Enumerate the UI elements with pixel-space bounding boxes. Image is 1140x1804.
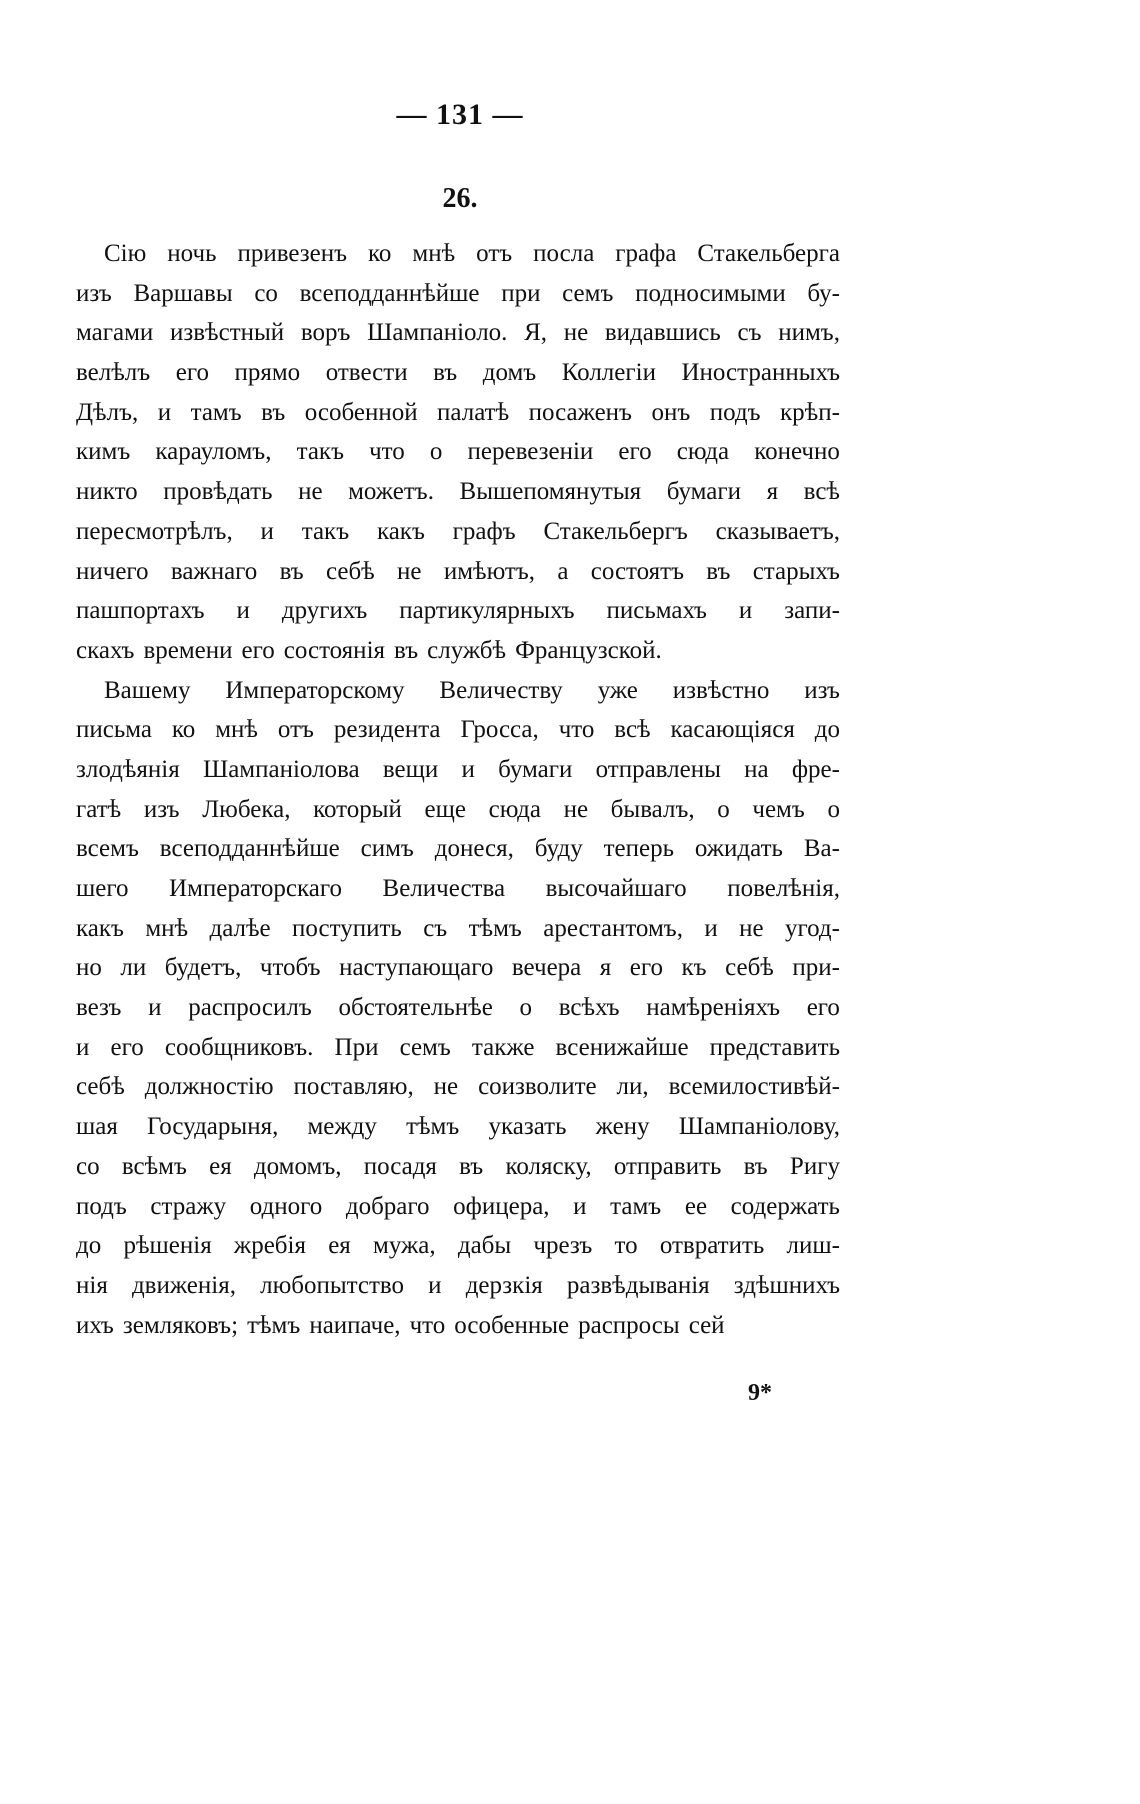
text-line	[76, 393, 840, 433]
text-line	[76, 988, 840, 1028]
word: шая	[76, 1113, 118, 1141]
word: всемилостивѣй-	[668, 1073, 840, 1101]
word: фре-	[791, 755, 840, 783]
word: и	[461, 755, 475, 783]
word: въ	[279, 557, 304, 585]
word: всемъ	[76, 835, 139, 863]
word: тамъ	[610, 1192, 662, 1220]
word: при	[501, 279, 541, 307]
word: обстоятельнѣе	[338, 994, 493, 1022]
word: отъ	[476, 240, 513, 267]
text-line	[76, 869, 840, 909]
word: старыхъ	[752, 557, 840, 585]
word: скахъ	[76, 636, 135, 664]
word: о	[717, 795, 730, 823]
word: особенной	[304, 398, 418, 426]
word: Гросса,	[460, 716, 539, 744]
word: пашпортахъ	[76, 597, 205, 625]
word: распросилъ	[188, 994, 312, 1022]
word: можетъ.	[348, 478, 434, 506]
word: чрезъ	[533, 1232, 593, 1260]
text-line	[76, 1107, 840, 1147]
word: Варшавы	[133, 279, 233, 307]
word: поступить	[292, 914, 402, 942]
word: въ	[394, 636, 419, 664]
word: и	[260, 517, 274, 545]
word: коляску,	[505, 1152, 592, 1180]
word: подъ	[709, 398, 761, 426]
word: другихъ	[281, 597, 368, 625]
word: такъ	[296, 438, 344, 466]
text-line	[76, 512, 840, 552]
word: запи-	[784, 597, 840, 625]
word: Коллегіи	[561, 359, 656, 387]
text-line	[76, 1187, 840, 1227]
word: Дѣлъ,	[76, 398, 139, 426]
word: посаженъ	[528, 398, 632, 426]
word: то	[614, 1232, 638, 1260]
text-line	[76, 1266, 840, 1306]
body-text	[76, 234, 840, 1345]
text-line	[76, 472, 840, 512]
word: ли,	[616, 1073, 649, 1101]
text-line	[76, 552, 840, 592]
word: сказываетъ,	[715, 517, 840, 545]
word: намѣреніяхъ	[646, 994, 780, 1022]
word: шего	[76, 875, 129, 902]
word: о	[429, 438, 443, 466]
word: Я,	[524, 319, 548, 347]
word: повелѣнія,	[727, 875, 840, 902]
text-line	[76, 313, 840, 353]
word: при-	[792, 954, 840, 982]
text-line	[76, 948, 840, 988]
text-line	[76, 671, 840, 711]
word: Любека,	[202, 795, 291, 823]
word: подъ	[76, 1192, 127, 1220]
word: всѣ	[614, 716, 651, 744]
word: видавшись	[604, 319, 721, 347]
word: развѣдыванія	[566, 1271, 710, 1299]
word: одного	[249, 1192, 323, 1220]
word: и	[157, 398, 172, 426]
word: жребія	[233, 1232, 306, 1260]
word: мнѣ	[412, 240, 456, 267]
text-line	[76, 1147, 840, 1187]
word: въ	[706, 557, 731, 585]
word: между	[307, 1113, 377, 1141]
word: и	[76, 1033, 90, 1061]
word: рѣшенія	[123, 1232, 212, 1260]
word: его	[629, 954, 664, 982]
word: и	[704, 914, 718, 942]
word: всеподданнѣйше	[159, 835, 340, 863]
word: крѣп-	[780, 398, 840, 426]
word: что	[558, 716, 595, 744]
word: палатѣ	[437, 398, 510, 426]
word: не	[563, 795, 589, 823]
word: не	[298, 478, 323, 506]
word: посадя	[363, 1152, 437, 1180]
word: отправлены	[595, 755, 721, 783]
word: наступающаго	[339, 954, 494, 982]
word: до	[76, 1232, 102, 1260]
word: бумаги	[498, 755, 573, 783]
word: наипаче,	[309, 1311, 401, 1339]
word: извѣстный	[169, 319, 285, 347]
word: тѣмъ	[247, 1311, 301, 1339]
word: его	[175, 359, 209, 387]
word: нія	[76, 1271, 108, 1299]
word: со	[254, 279, 278, 307]
word: на	[744, 755, 769, 783]
word: движенія,	[131, 1271, 236, 1299]
word: я	[599, 954, 612, 982]
word: себѣ	[325, 557, 375, 585]
word: и	[236, 597, 250, 625]
text-line	[76, 1226, 840, 1266]
word: ея	[209, 1152, 232, 1180]
word: дерзкія	[465, 1271, 543, 1299]
word: сюда	[676, 438, 730, 466]
word: мнѣ	[145, 914, 189, 942]
word: гатѣ	[76, 795, 122, 823]
word: и	[428, 1271, 442, 1299]
word: партикулярныхъ	[399, 597, 575, 625]
word: я	[766, 478, 779, 506]
word: Стакельбергъ	[543, 517, 688, 545]
text-line	[76, 750, 840, 790]
word: здѣшнихъ	[733, 1271, 840, 1299]
word: должностію	[144, 1073, 274, 1101]
page-number: — 131 —	[396, 98, 524, 131]
text-line	[76, 710, 840, 750]
word: графъ	[452, 517, 516, 545]
word: его	[618, 438, 652, 466]
word: ночь	[167, 240, 217, 267]
word: что	[409, 1311, 446, 1339]
word: графа	[615, 240, 677, 267]
word: далѣе	[209, 914, 271, 942]
word: со	[76, 1152, 100, 1180]
word: еще	[424, 795, 466, 823]
word: изъ	[76, 279, 112, 307]
word: о	[827, 795, 840, 823]
word: Императорскаго	[169, 875, 343, 902]
word: службѣ	[427, 636, 507, 664]
word: угод-	[784, 914, 840, 942]
word: сообщниковъ.	[164, 1033, 314, 1061]
word: распросы	[578, 1311, 680, 1339]
word: Вашему	[104, 676, 191, 704]
word: Шампаніоло.	[367, 319, 508, 347]
text-line	[76, 274, 840, 314]
word: о	[519, 994, 533, 1022]
word: провѣдать	[163, 478, 273, 506]
word: дабы	[457, 1232, 512, 1260]
word: соизволите	[478, 1073, 597, 1101]
word: перевезеніи	[467, 438, 594, 466]
word: будетъ,	[164, 954, 242, 982]
word: уже	[597, 676, 638, 704]
word: также	[471, 1033, 535, 1061]
word: тѣмъ	[406, 1113, 460, 1141]
word: что	[369, 438, 405, 466]
word: отвратить	[659, 1232, 765, 1260]
word: воръ	[300, 319, 351, 347]
word: добраго	[345, 1192, 430, 1220]
word: При	[334, 1033, 379, 1061]
word: не	[739, 914, 764, 942]
text-line	[76, 1067, 840, 1107]
word: мужа,	[373, 1232, 436, 1260]
word: буду	[534, 835, 583, 863]
word: такъ	[301, 517, 350, 545]
word: къ	[681, 954, 707, 982]
word: въ	[261, 398, 286, 426]
word: чтобъ	[259, 954, 321, 982]
word: который	[313, 795, 402, 823]
word: привезенъ	[237, 240, 348, 267]
text-line	[76, 234, 840, 274]
word: Ва-	[803, 835, 840, 863]
word: представить	[709, 1033, 840, 1061]
word: семъ	[399, 1033, 451, 1061]
word: Государыня,	[147, 1113, 279, 1141]
word: касающіяся	[670, 716, 795, 744]
word: какъ	[76, 914, 124, 942]
word: Стакельберга	[697, 240, 840, 267]
word: магами	[76, 319, 154, 347]
word: изъ	[804, 676, 840, 704]
word: подносимыми	[635, 279, 786, 307]
word: а	[557, 557, 569, 585]
word: сюда	[488, 795, 541, 823]
word: ихъ	[76, 1311, 114, 1339]
word: велѣлъ	[76, 359, 151, 387]
word: ко	[171, 716, 196, 744]
word: себѣ	[76, 1073, 125, 1101]
word: его	[806, 994, 840, 1022]
word: земляковъ;	[122, 1311, 239, 1339]
word: бумаги	[666, 478, 742, 506]
word: всеподданнѣйше	[299, 279, 480, 307]
word: Французской.	[515, 636, 662, 664]
word: прямо	[234, 359, 301, 387]
word: содержать	[730, 1192, 840, 1220]
word: Императорскому	[225, 676, 405, 704]
word: офицера,	[453, 1192, 550, 1220]
word: какъ	[376, 517, 425, 545]
word: не	[397, 557, 422, 585]
word: посла	[533, 240, 595, 267]
text-line	[76, 631, 840, 671]
word: Шампаніолова	[202, 755, 360, 783]
word: отправить	[613, 1152, 722, 1180]
word: высочайшаго	[545, 875, 687, 902]
word: тѣмъ	[468, 914, 522, 942]
word: всѣ	[803, 478, 840, 506]
word: письмахъ	[606, 597, 707, 625]
word: жену	[595, 1113, 650, 1141]
word: съ	[423, 914, 448, 942]
word: имѣютъ,	[443, 557, 536, 585]
word: его	[241, 636, 275, 664]
word: указать	[488, 1113, 567, 1141]
word: отвести	[325, 359, 408, 387]
word: пересмотрѣлъ,	[76, 517, 233, 545]
word: резидента	[333, 716, 441, 744]
word: стражу	[150, 1192, 227, 1220]
word: изъ	[143, 795, 180, 823]
word: Вышепомянутыя	[459, 478, 642, 506]
text-line	[76, 909, 840, 949]
word: ожидать	[694, 835, 783, 863]
word: въ	[433, 359, 458, 387]
word: въ	[743, 1152, 768, 1180]
text-line	[76, 829, 840, 869]
word: ея	[328, 1232, 351, 1260]
section-number: 26.	[442, 183, 478, 214]
word: поставляю,	[293, 1073, 414, 1101]
word: лиш-	[786, 1232, 840, 1260]
word: состоянія	[283, 636, 386, 664]
word: арестантомъ,	[543, 914, 683, 942]
word: Величеству	[439, 676, 563, 704]
word: и	[573, 1192, 587, 1220]
word: Иностранныхъ	[681, 359, 840, 387]
word: отъ	[277, 716, 314, 744]
word: времени	[143, 636, 233, 664]
word: домомъ,	[253, 1152, 342, 1180]
word: письма	[76, 716, 153, 744]
text-line	[76, 591, 840, 631]
word: состоятъ	[590, 557, 685, 585]
text-line	[76, 790, 840, 830]
text-line	[76, 1306, 840, 1346]
word: бывалъ,	[610, 795, 695, 823]
word: важнаго	[170, 557, 258, 585]
word: ко	[368, 240, 392, 267]
word: теперь	[603, 835, 675, 863]
word: никто	[76, 478, 138, 506]
word: ничего	[76, 557, 149, 585]
word: Сію	[104, 240, 147, 267]
word: ее	[684, 1192, 708, 1220]
word: мнѣ	[215, 716, 258, 744]
word: особенные	[454, 1311, 570, 1339]
word: и	[148, 994, 162, 1022]
word: везъ	[76, 994, 122, 1022]
word: нимъ,	[778, 319, 840, 347]
word: тамъ	[190, 398, 242, 426]
word: и	[738, 597, 753, 625]
word: сей	[688, 1311, 725, 1339]
word: любопытство	[260, 1271, 405, 1299]
word: карауломъ,	[155, 438, 272, 466]
word: донеся,	[434, 835, 514, 863]
word: не	[433, 1073, 459, 1101]
word: Величества	[382, 875, 506, 902]
word: до	[814, 716, 840, 744]
word: симъ	[360, 835, 414, 863]
text-line	[76, 432, 840, 472]
word: всѣмъ	[121, 1152, 187, 1180]
word: но	[76, 954, 102, 982]
word: кимъ	[76, 438, 131, 466]
word: конечно	[754, 438, 840, 466]
word: вещи	[382, 755, 439, 783]
word: его	[110, 1033, 144, 1061]
word: чемъ	[752, 795, 805, 823]
word: домъ	[482, 359, 537, 387]
word: бу-	[807, 279, 840, 307]
word: ли	[120, 954, 147, 982]
word: онъ	[651, 398, 691, 426]
word: Ригу	[789, 1152, 840, 1180]
word: извѣстно	[672, 676, 770, 704]
word: Шампаніолову,	[678, 1113, 840, 1141]
word: всѣхъ	[558, 994, 620, 1022]
text-line	[76, 1028, 840, 1068]
signature-mark: 9*	[748, 1380, 772, 1406]
word: себѣ	[725, 954, 774, 982]
word: злодѣянія	[76, 755, 180, 783]
text-line	[76, 353, 840, 393]
word: не	[563, 319, 589, 347]
word: семъ	[562, 279, 614, 307]
word: въ	[459, 1152, 484, 1180]
word: всенижайше	[555, 1033, 689, 1061]
word: съ	[737, 319, 762, 347]
word: вечера	[511, 954, 582, 982]
